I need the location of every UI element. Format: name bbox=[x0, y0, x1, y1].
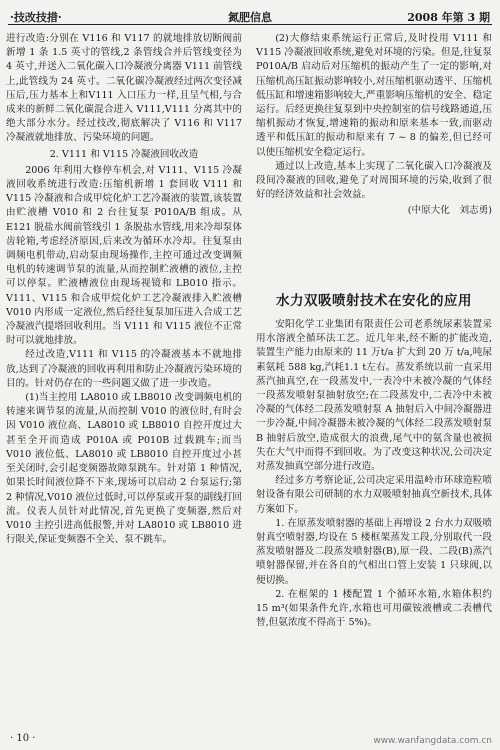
paragraph: (2)大修结束系统运行正常后,及时投用 V111 和 V115 冷凝液回收系统,避免对环境的污染。但是,往复泵 P010A/B 启动后对压缩机的振动产生了一定的影响,对压缩机高压缸振动影响较小,对压缩机驱动透平、压缩机低压缸和增速箱影响较大,严重影响压缩机的安全、稳定运行。后经更换往复泵到中央控制室的信号线路通道,压缩机振动才恢复,增速箱的振动和原来基本一致,而驱动透平和低压缸的振动和原来有 7 ~ 8 的偏差,但已经可以使压缩机安全稳定运行。 bbox=[256, 33, 492, 158]
paragraph: (1)当主控用 LA8010 或 LB8010 改变调频电机的转速来调节泵的流量,从而控制 V010 的液位时,有时会因 V010 液位高、LA8010 或 LB8010 自控开度过大甚至全开而造成 P010A 或 P010B 过载跳车;而当 V010 液位低、LA8010 或 LB8010 自控开度过小甚至关闭时,会引起变频器故障泵跳车。针对第 1 种情况,如果长时间液位降不下来,现场可以启动 2 台泵运行;第 2 种情况,V010 液位过低时,可以停泵或开泵的副线打回流。仪表人员针对此情况,首先更换了变频器,然后对 V010 主控引进高低报警,并对 LA8010 或 LB8010 进行限关,保证变频器不全关、泵不跳车。 bbox=[6, 392, 242, 546]
article-title: 水力双吸喷射技术在安化的应用 bbox=[276, 293, 472, 309]
paragraph: 2. 在框架的 1 楼配置 1 个循环水箱,水箱体积约 15 m³(如果条件允许,水箱也可用碳铵液槽或二表槽代替,但氨浓度不得高于 5%)。 bbox=[256, 588, 492, 629]
paragraph: 通过以上改造,基本上实现了二氧化碳入口冷凝液及段间冷凝液的回收,避免了对周围环境的污染,收到了很好的经济效益和社会效益。 bbox=[256, 160, 492, 201]
watermark: www.wanfangdata.com.cn bbox=[373, 736, 492, 746]
paragraph: 安阳化学工业集团有限责任公司老系统尿素装置采用水溶液全循环法工艺。近几年来,经不断的扩能改造,装置生产能力由原来的 11 万t/a 扩大到 20 万 t/a,吨尿素氨耗 588 kg,汽耗1.1 t左右。蒸发系统以前一直采用蒸汽抽真空,在一段蒸发中,一表冷中未被冷凝的气体经一段蒸发喷射泵抽射放空;在二段蒸发中,二表冷中未被冷凝的气体经二段蒸发喷射泵 A 抽射后入中间冷凝器进一步冷凝,中间冷凝器未被冷凝的气体经二段蒸发喷射泵 B 抽射后放空,造成很大的浪费,尾气中的氨含量也被损失在大气中而得不到回收。为了改变这种状况,公司决定对蒸发抽真空部分进行改造。 bbox=[256, 319, 492, 473]
page-number: · 10 · bbox=[10, 733, 36, 744]
section-label: ·技改技措· bbox=[10, 11, 62, 24]
paragraph: 2006 年利用大修停车机会,对 V111、V115 冷凝液回收系统进行改造:压缩机新增 1 套回收 V111 和 V115 冷凝液和合成甲烷化炉工艺冷凝液的装置,该装置由贮液槽 V010 和 2 台往复泵 P010A/B 组成。从 E121 脱盐水阀前管线引 1 条脱盐水管线,用来冷却泵体齿轮箱,考虑经济原因,后来改为循环水冷却。往复泵由调频电机带动,启动泵由现场操作,主控可通过改变调频电机的转速调节泵的流量,从而控制贮液槽的液位,主控可以停泵。贮液槽液位由现场视镜和 LB010 指示。V111、V115 和合成甲烷化炉工艺冷凝液排入贮液槽 V010 内形成一定液位,然后经往复泵加压进入合成工艺冷凝液汽提塔回收利用。当 V111 和 V115 液位不正常时可以就地排放。 bbox=[6, 164, 242, 347]
article-body bbox=[256, 318, 492, 630]
paragraph: 经过改造,V111 和 V115 的冷凝液基本不就地排放,达到了冷凝液的回收再利用和防止冷凝液污染环境的目的。针对仍存在的一些问题又做了进一步改造。 bbox=[6, 349, 242, 389]
header-rule bbox=[8, 24, 492, 25]
journal-title: 氮肥信息 bbox=[228, 11, 272, 24]
author-signature: (中原大化 刘志勇) bbox=[407, 205, 492, 217]
subsection-heading: 2. V111 和 V115 冷凝液回收改造 bbox=[49, 148, 199, 160]
paragraph: 经过多方考察论证,公司决定采用温岭市环球造粒喷射设备有限公司研制的水力双吸喷射抽真空新技术,具体方案如下。 bbox=[256, 475, 492, 515]
paragraph: 进行改造:分别在 V116 和 V117 的就地排放切断阀前新增 1 条 1.5 英寸的管线,2 条管线合并后管线变径为 4 英寸,并送入二氧化碳入口冷凝液分离器 V111 前管线上,此管线为 24 英寸。二氧化碳冷凝液经过两次变径减压后,压力基本上和V111 入口压力一样,且呈气相,与合成来的新鲜二氧化碳混合进入 V111,V111 分离其中的绝大部分水分。经过技改,彻底解决了 V116 和 V117 冷凝液就地排放、污染环境的问题。 bbox=[6, 33, 242, 144]
right-column bbox=[256, 32, 492, 219]
issue-label: 2008 年第 3 期 bbox=[407, 11, 490, 24]
paragraph: 1. 在原蒸发喷射器的基础上再增设 2 台水力双吸喷射真空喷射器,均设在 5 楼框架蒸发工段,分别取代一段蒸发喷射器及二段蒸发喷射器(B),原一段、二段(B)蒸汽喷射器保留,并在各自的气相出口管上安装 1 只球阀,以便切换。 bbox=[256, 517, 492, 586]
left-column bbox=[6, 32, 242, 547]
